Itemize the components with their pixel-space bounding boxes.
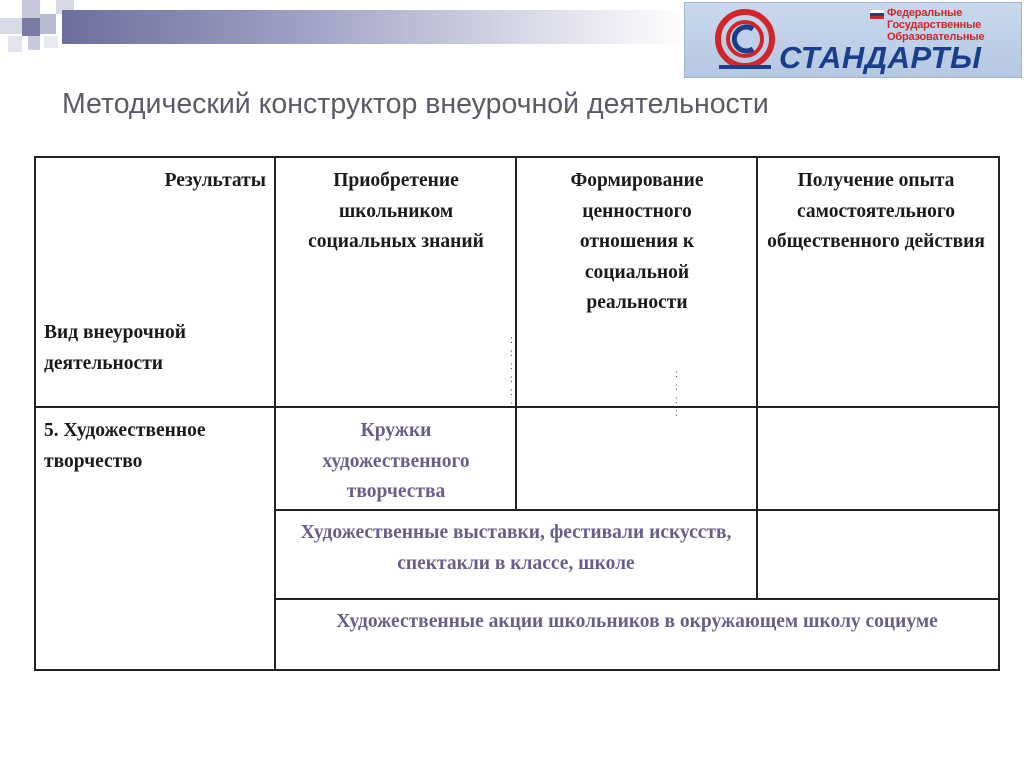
decor-square — [40, 0, 56, 14]
logo-line-3: Образовательные — [887, 31, 985, 43]
table-row-divider — [34, 406, 1000, 408]
column-header-3: Получение опыта самостоятельного общественного действия — [767, 170, 985, 252]
fgos-emblem-icon — [713, 7, 777, 73]
entry-actions: Художественные акции школьников в окружающем школу социуме — [336, 611, 938, 632]
entry-exhibitions: Художественные выставки, фестивали искусств, спектакли в классе, школе — [300, 522, 732, 574]
table-border-right — [998, 156, 1000, 671]
table-col-divider — [756, 156, 758, 600]
russian-flag-icon — [870, 10, 884, 19]
decor-square — [28, 36, 40, 50]
logo-line-1: Федеральные — [887, 7, 963, 19]
table-border-top — [34, 156, 1000, 158]
header-bar — [62, 10, 687, 44]
corner-activity-label: Вид внеурочной деятельности — [44, 322, 186, 374]
fgos-logo — [684, 2, 1022, 78]
decor-square — [8, 36, 22, 52]
row-label: 5. Художественное творчество — [44, 420, 206, 472]
table-row-divider — [274, 598, 1000, 600]
table-col-divider — [515, 406, 517, 511]
column-header-2: Формирование ценностного отношения к социальной реальности — [570, 170, 704, 313]
entry-circles: Кружки художественного творчества — [322, 420, 470, 502]
table-border-bottom — [34, 669, 1000, 671]
corner-results-label: Результаты — [164, 170, 266, 191]
decor-square — [44, 36, 58, 48]
page-title: Методический конструктор внеурочной деятельности — [62, 88, 769, 120]
dotted-mark: : : : : — [675, 369, 678, 419]
table-border-left — [34, 156, 36, 671]
decor-square — [22, 0, 40, 18]
table-row-divider — [274, 509, 1000, 511]
table-col-divider — [515, 156, 517, 406]
logo-line-2: Государственные — [887, 19, 982, 31]
table-col-divider — [274, 156, 276, 671]
logo-brand: СТАНДАРТЫ — [779, 40, 982, 75]
column-header-1: Приобретение школьником социальных знаний — [308, 170, 484, 252]
decor-square — [0, 18, 22, 34]
decor-square — [22, 18, 40, 36]
dotted-mark: : : : : : — [510, 335, 513, 398]
decor-square — [40, 14, 56, 34]
